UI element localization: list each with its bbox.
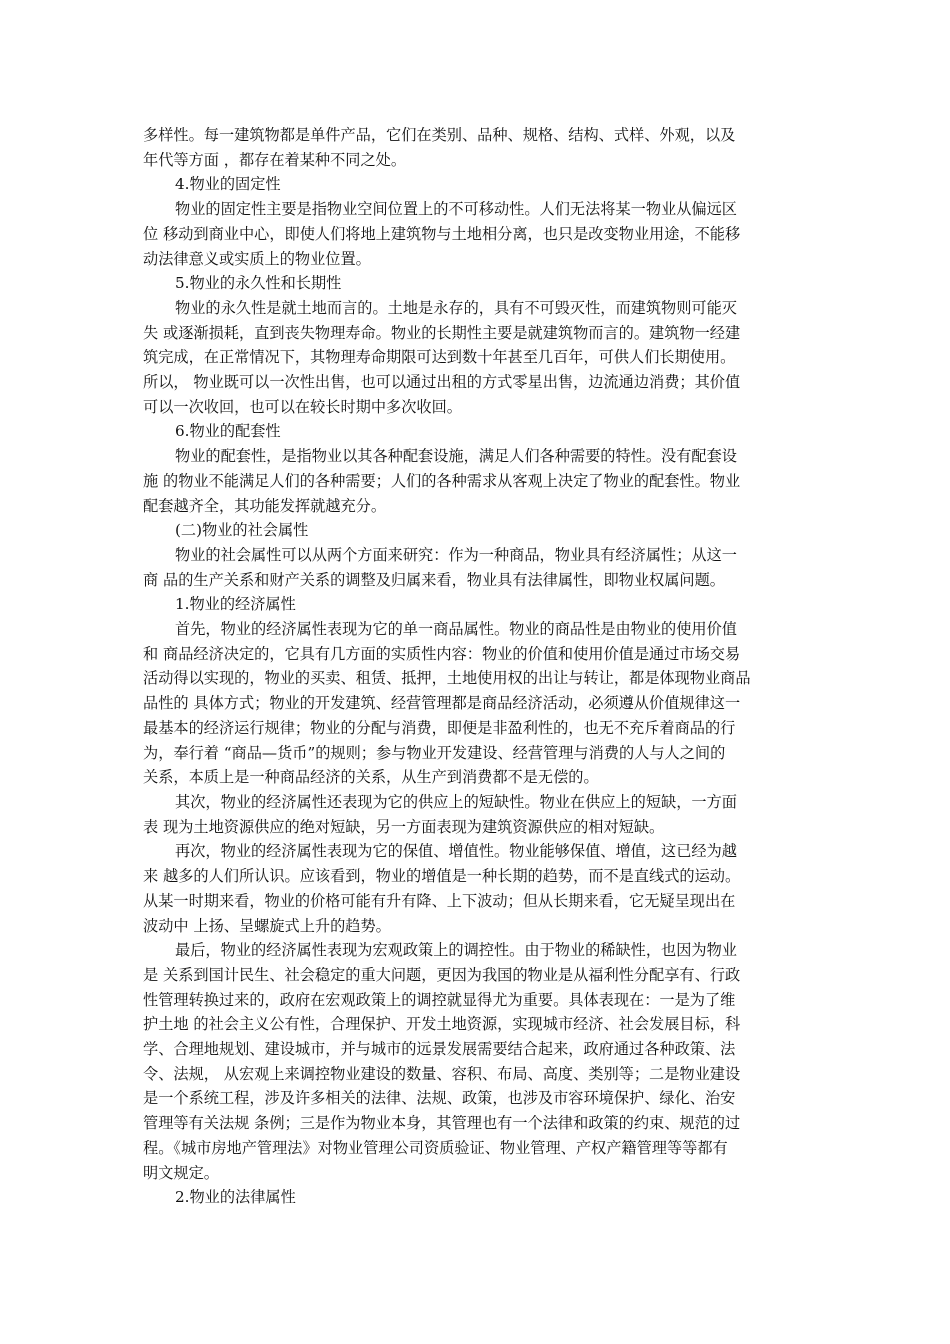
- text-line: 来 越多的人们所认识。应该看到，物业的增值是一种长期的趋势，而不是直线式的运动。: [143, 867, 741, 886]
- text-line: 商 品的生产关系和财产关系的调整及归属来看，物业具有法律属性，即物业权属问题。: [143, 570, 725, 589]
- text-line: 是 关系到国计民生、社会稳定的重大问题，更因为我国的物业是从福利性分配享有、行政: [143, 965, 741, 984]
- text-line: 物业的固定性主要是指物业空间位置上的不可移动性。人们无法将某一物业从偏远区: [175, 200, 737, 219]
- text-line: 物业的配套性，是指物业以其各种配套设施，满足人们各种需要的特性。没有配套设: [175, 447, 737, 466]
- text-line: 波动中 上扬、呈螺旋式上升的趋势。: [143, 916, 391, 935]
- text-line: 施 的物业不能满足人们的各种需要；人们的各种需求从客观上决定了物业的配套性。物业: [143, 471, 741, 490]
- text-line: 最后，物业的经济属性表现为宏观政策上的调控性。由于物业的稀缺性，也因为物业: [175, 941, 737, 960]
- text-line: 其次，物业的经济属性还表现为它的供应上的短缺性。物业在供应上的短缺，一方面: [175, 792, 737, 811]
- text-line: 为，奉行着 “商品—货币”的规则；参与物业开发建设、经营管理与消费的人与人之间的: [143, 743, 726, 762]
- text-line: 筑完成，在正常情况下，其物理寿命期限可达到数十年甚至几百年，可供人们长期使用。: [143, 348, 736, 367]
- text-line: 配套越齐全，其功能发挥就越充分。: [143, 496, 386, 515]
- text-line: 活动得以实现的，物业的买卖、租赁、抵押，土地使用权的出让与转让，都是体现物业商品: [143, 669, 751, 688]
- text-line: 是一个系统工程，涉及许多相关的法律、法规、政策，也涉及市容环境保护、绿化、治安: [143, 1089, 736, 1108]
- document-body: [143, 123, 813, 1210]
- text-line: 可以一次收回，也可以在较长时期中多次收回。: [143, 397, 462, 416]
- text-line: 1.物业的经济属性: [175, 595, 296, 614]
- text-line: 2.物业的法律属性: [175, 1188, 296, 1207]
- text-line: 物业的社会属性可以从两个方面来研究：作为一种商品，物业具有经济属性；从这一: [175, 545, 737, 564]
- text-line: 动法律意义或实质上的物业位置。: [143, 249, 371, 268]
- text-line: 位 移动到商业中心，即使人们将地上建筑物与土地相分离，也只是改变物业用途，不能移: [143, 224, 741, 243]
- text-line: 6.物业的配套性: [175, 422, 281, 441]
- text-line: 令、法规， 从宏观上来调控物业建设的数量、容积、布局、高度、类别等；二是物业建设: [143, 1064, 741, 1083]
- text-line: 管理等有关法规 条例；三是作为物业本身，其管理也有一个法律和政策的约束、规范的过: [143, 1114, 741, 1133]
- text-line: 从某一时期来看，物业的价格可能有升有降、上下波动；但从长期来看，它无疑呈现出在: [143, 891, 736, 910]
- text-line: 学、合理地规划、建设城市，并与城市的远景发展需要结合起来，政府通过各种政策、法: [143, 1040, 736, 1059]
- text-line: 年代等方面 ，都存在着某种不同之处。: [143, 150, 407, 169]
- text-line: 所以， 物业既可以一次性出售，也可以通过出租的方式零星出售，边流通边消费；其价值: [143, 373, 741, 392]
- text-line: 性管理转换过来的，政府在宏观政策上的调控就显得尤为重要。具体表现在：一是为了维: [143, 990, 736, 1009]
- text-line: 明文规定。: [143, 1163, 219, 1182]
- text-line: 失 或逐渐损耗，直到丧失物理寿命。物业的长期性主要是就建筑物而言的。建筑物一经建: [143, 323, 741, 342]
- text-line: 物业的永久性是就土地而言的。土地是永存的，具有不可毁灭性，而建筑物则可能灭: [175, 298, 737, 317]
- text-line: 程。《城市房地产管理法》对物业管理公司资质验证、物业管理、产权产籍管理等等都有: [143, 1138, 728, 1157]
- text-line: 护土地 的社会主义公有性，合理保护、开发土地资源，实现城市经济、社会发展目标，科: [143, 1015, 741, 1034]
- text-line: 多样性。每一建筑物都是单件产品，它们在类别、品种、规格、结构、式样、外观，以及: [143, 126, 736, 144]
- text-line: (二)物业的社会属性: [175, 521, 309, 540]
- text-line: 首先，物业的经济属性表现为它的单一商品属性。物业的商品性是由物业的使用价值: [175, 620, 737, 639]
- text-line: 再次，物业的经济属性表现为它的保值、增值性。物业能够保值、增值，这已经为越: [175, 842, 737, 861]
- text-line: 表 现为土地资源供应的绝对短缺，另一方面表现为建筑资源供应的相对短缺。: [143, 817, 665, 836]
- text-line: 最基本的经济运行规律；物业的分配与消费，即便是非盈利性的，也无不充斥着商品的行: [143, 718, 736, 737]
- text-line: 关系，本质上是一种商品经济的关系，从生产到消费都不是无偿的。: [143, 768, 599, 787]
- text-line: 5.物业的永久性和长期性: [175, 274, 342, 293]
- text-line: 和 商品经济决定的，它具有几方面的实质性内容：物业的价值和使用价值是通过市场交易: [143, 644, 741, 663]
- text-line: 4.物业的固定性: [175, 175, 281, 194]
- text-line: 品性的 具体方式；物业的开发建筑、经营管理都是商品经济活动，必须遵从价值规律这一: [143, 694, 741, 713]
